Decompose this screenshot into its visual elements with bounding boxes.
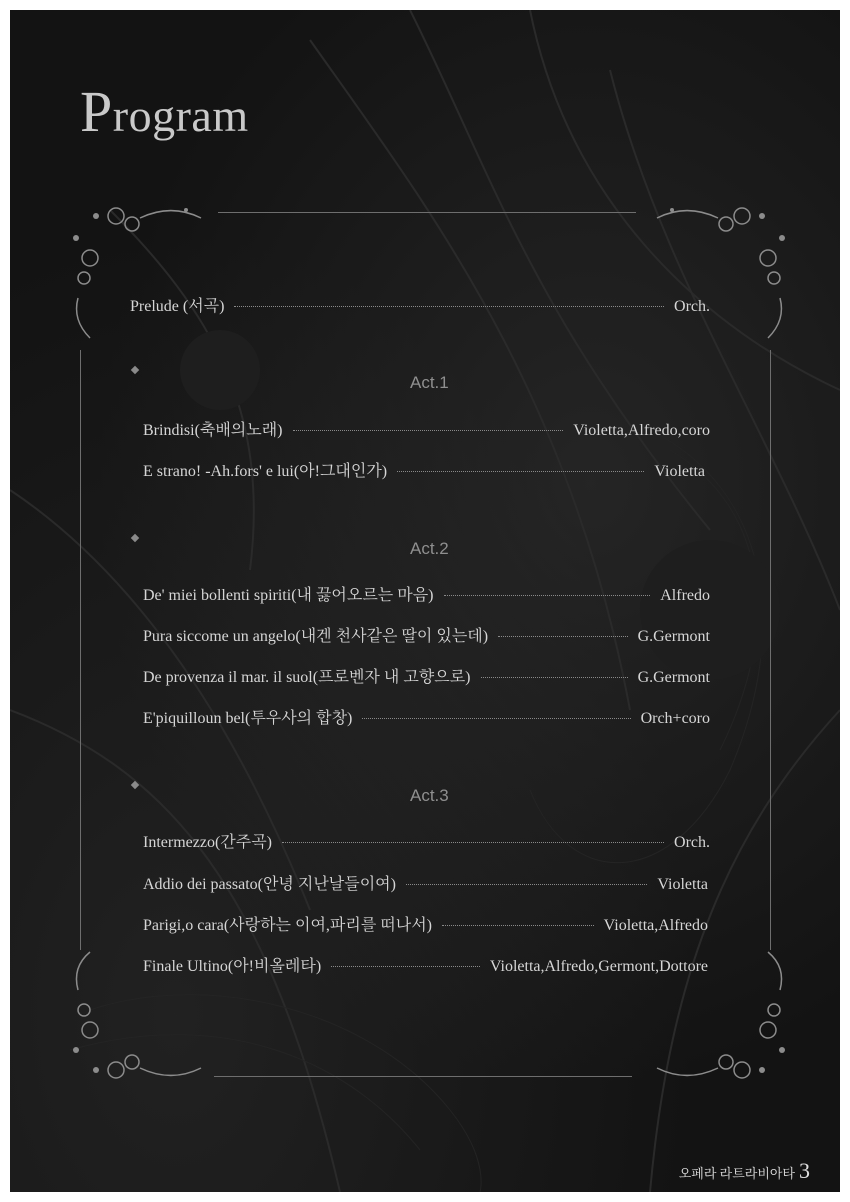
floral-corner-top-left-icon <box>66 198 216 348</box>
act-heading: Act.2 <box>410 539 449 558</box>
program-row <box>143 871 708 894</box>
performer: Violetta <box>657 876 708 893</box>
leader-dots <box>397 471 644 472</box>
program-row <box>143 417 710 440</box>
performer: Orch. <box>674 298 710 315</box>
piece-title: Addio dei passato(안녕 지난날들이여) <box>143 876 396 893</box>
piece-title: E strano! -Ah.fors' e lui(아!그대인가) <box>143 463 388 480</box>
program-row <box>143 458 705 481</box>
piece-title: Pura siccome un angelo(내겐 천사같은 딸이 있는데) <box>143 628 489 645</box>
program-row <box>143 912 708 935</box>
leader-dots <box>442 925 594 926</box>
floral-corner-top-right-icon <box>642 198 792 348</box>
program-row <box>143 623 710 646</box>
piece-title: Parigi,o cara(사랑하는 이여,파리를 떠나서) <box>143 917 432 934</box>
leader-dots <box>282 842 664 843</box>
leader-dots <box>362 718 630 719</box>
leader-dots <box>481 677 628 678</box>
program-row <box>143 829 710 852</box>
left-border-line <box>80 350 81 950</box>
top-divider <box>218 212 636 213</box>
performer: G.Germont <box>637 669 710 686</box>
performer: Orch. <box>674 834 710 851</box>
program-page <box>10 10 840 1192</box>
piece-title: Finale Ultino(아!비올레타) <box>143 958 322 975</box>
piece-title: Prelude (서곡) <box>130 298 225 315</box>
leader-dots <box>444 595 651 596</box>
piece-title: De' miei bollenti spiriti(내 끓어오르는 마음) <box>143 587 434 604</box>
leader-dots <box>498 636 627 637</box>
right-border-line <box>770 350 771 950</box>
program-row <box>143 664 710 687</box>
leader-dots <box>406 884 647 885</box>
bottom-divider <box>214 1076 632 1077</box>
prelude-row <box>130 293 710 316</box>
page-footer <box>679 1158 810 1184</box>
piece-title: De provenza il mar. il suol(프로벤자 내 고향으로) <box>143 669 471 686</box>
performer: G.Germont <box>637 628 710 645</box>
leader-dots <box>331 966 480 967</box>
performer: Violetta,Alfredo,Germont,Dottore <box>489 958 708 975</box>
piece-title: Intermezzo(간주곡) <box>143 834 272 851</box>
program-row <box>143 953 708 976</box>
footer-title: 오페라 라트라비아타 <box>678 1166 795 1181</box>
program-row <box>143 582 710 605</box>
leader-dots <box>293 430 564 431</box>
page-title: Program <box>80 79 249 144</box>
act-heading: Act.1 <box>410 373 449 392</box>
piece-title: Brindisi(축배의노래) <box>143 422 283 439</box>
piece-title: E'piquilloun bel(투우사의 합창) <box>143 710 353 727</box>
performer: Violetta,Alfredo,coro <box>573 422 710 439</box>
performer: Violetta,Alfredo <box>603 917 708 934</box>
performer: Violetta <box>654 463 705 480</box>
program-row <box>143 705 710 728</box>
page-number: 3 <box>799 1158 810 1183</box>
performer: Alfredo <box>660 587 710 604</box>
performer: Orch+coro <box>640 710 710 727</box>
act-heading: Act.3 <box>410 786 449 805</box>
leader-dots <box>234 306 664 307</box>
